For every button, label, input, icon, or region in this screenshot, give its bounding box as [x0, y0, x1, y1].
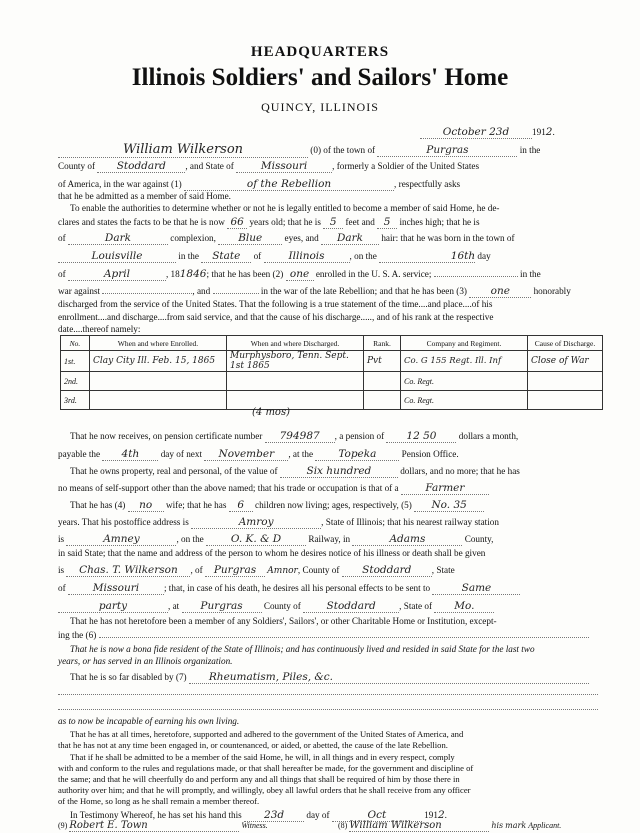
applicant-name: William Wilkerson [58, 142, 308, 158]
station-line: is Amney , on the O. K. & D Railway, in Adams County, [58, 533, 494, 545]
effects-address-line: party , at Purgras County of Stoddard , State of Mo. [58, 600, 494, 613]
date-handwritten: October 23d [420, 126, 532, 139]
line-complexion: of Dark complexion, Blue eyes, and Dark hair: that he was born in the town of [58, 232, 515, 244]
effects-line: of Missouri ; that, in case of his death, he desires all his personal effects to be sent to Same [58, 582, 520, 595]
margin-note: (4 mos) [252, 407, 290, 418]
line-age: clares and states the facts to be that he is now 66 years old; that he is 5 feet and 5 inches high; that he is [58, 216, 480, 228]
property-line: That he owns property, real and personal, of the value of Six hundred dollars, and no more; that he has [70, 465, 520, 477]
line-war: war against , and in the war of the late Rebellion; and that he has been (3) one honorably [58, 285, 571, 297]
testimony-line: In Testimony Whereof, he has set his hand this 23d day of Oct 1912. [70, 809, 447, 821]
admission-application-document: HEADQUARTERS Illinois Soldiers' and Sailors' Home QUINCY, ILLINOIS October 23d 1912. William Wilkerson (0) of the town of Purgras in the County of Stoddard , and State of Missouri , formerly a Soldier of the United States of America, in the war against (1) of the Rebellion , respectfully asks that he be admitted as a member of said Home. To enable the authorities to determine whether or not he is legally entitled to become a member of said Home, he de- clares and states the facts to be that he is now 66 years old; that he is 5 feet and 5 inches high; that he is of Dark complexion, Blue eyes, and Dark hair: that he was born in the town of Louisville in the State of Illinois , on the 16th day of April , 181846; that he has been (2) one enrolled in the U. S. A. service; in the war against , and in the war of the late Rebellion; and that he has been (3) one honorably discharged from the service of the United States. That the following is a true statement of the time....and place....of his enrollment....and discharge....from said service, and that the cause of his discharge....., and of his rank at the respective date....thereof namely: No. When and where Enrolled. When and where Discharged. Rank. Company and Regiment. Cause of Discharge. 1st. Clay City Ill. Feb. 15, 1865 Murphysboro, Tenn. Sept. 1st 1865 Pvt Co. G 155 Regt. Ill. Inf Close of War 2nd. Co. Regt. 3rd. Co. Regt. (4 mos) That he now receives, on pension certificate number 794987 , a pension of 12 50 dollars a month, payable the 4th day of next November , at the Topeka Pension Office. That he owns property, real and personal, of the value of Six hundred dollars, and no more; that he has no means of self-support other than the above named; that his trade or occupation is that of a Farmer That he has (4) no wife; that he has 6 children now living; ages, respectively, (5) No. 35 years. That his postoffice address is Amroy , State of Illinois; that his nearest railway station is Amney , on the O. K. & D Railway, in Adams County, in said State; that the name and address of the person to whom he desires notice of his illness or death shall be given is Chas. T. Wilkerson , of Purgras Amnor, County of Stoddard , State of Missouri ; that, in case of his death, he desires all his personal effects to be sent to Same party , at Purgras County of Stoddard , State of Mo. That he has not heretofore been a member of any Soldiers', Sailors', or other Charitable Home or Institution, except- ing the (6) That he is now a bona fide resident of the State of Illinois; and has continuously lived and resided in said State for the last two years, or has served in an Illinois organization. That he is so far disabled by (7) Rheumatism, Piles, &c. as to now be incapable of earning his own living. That he has at all times, heretofore, supported and adhered to the government of the United States of America, and that he has not at any time been engaged in, or countenanced, or aided, or abetted, the cause of the late Rebellion. That if he shall be admitted to be a member of the said Home, he will, in all things and in every respect, comply with and conform to the rules and regulations made, or that shall hereafter be made, for the government and discipline of the same; and that he will cheerfully do and perform any and all things that shall be required of him by those there in authority over him; and that he will promptly, and willingly, obey all lawful orders that he shall receive from any officer of the Home, so long as he shall remain a member thereof. In Testimony Whereof, he has set his hand this 23d day of Oct 1912. (9) Robert E. Town Witness. (8) William Wilkerson his mark Applicant. [0, 0, 640, 833]
header-line1: HEADQUARTERS [250, 44, 390, 60]
line-3: of America, in the war against (1) of the Rebellion , respectfully asks [58, 178, 461, 190]
occupation-line: no means of self-support other than the above named; that his trade or occupation is that of a Farmer [58, 482, 489, 495]
date-line: October 23d 1912. [420, 126, 555, 139]
line-1: William Wilkerson (0) of the town of Purgras in the [58, 142, 540, 158]
witness-signature: Robert E. Town [69, 820, 239, 832]
family-line: That he has (4) no wife; that he has 6 children now living; ages, respectively, (5) No. 35 [70, 499, 484, 512]
contact-line: is Chas. T. Wilkerson , of Purgras Amnor, County of Stoddard , State [58, 564, 455, 576]
witness-block: (9) Robert E. Town Witness. [58, 820, 268, 831]
disability-line: That he is so far disabled by (7) Rheumatism, Piles, &c. [70, 671, 589, 684]
line-birthplace: Louisville in the State of Illinois , on the 16th day [58, 250, 491, 263]
header-title: Illinois Soldiers' and Sailors' Home [131, 64, 509, 91]
table-header-row: No. When and where Enrolled. When and where Discharged. Rank. Company and Regiment. Cause of Discharge. [61, 336, 603, 351]
header-location: QUINCY, ILLINOIS [261, 100, 379, 114]
table-row: 1st. Clay City Ill. Feb. 15, 1865 Murphysboro, Tenn. Sept. 1st 1865 Pvt Co. G 155 Regt. Ill. Inf Close of War [61, 351, 603, 372]
pension-payable-line: payable the 4th day of next November , at the Topeka Pension Office. [58, 448, 459, 460]
table-row: 3rd. Co. Regt. [61, 391, 603, 410]
applicant-signature: William Wilkerson [349, 820, 489, 832]
applicant-block: (8) William Wilkerson his mark Applicant. [338, 820, 562, 831]
service-record-table [60, 335, 603, 410]
line-birthdate: of April , 181846; that he has been (2) one enrolled in the U. S. A. service; in the [58, 268, 541, 280]
table-row: 2nd. Co. Regt. [61, 372, 603, 391]
line-2: County of Stoddard , and State of Missouri , formerly a Soldier of the United States [58, 160, 480, 172]
postoffice-line: years. That his postoffice address is Amroy , State of Illinois; that his nearest railway station [58, 516, 499, 528]
excepting-line: ing the (6) [58, 630, 589, 640]
pension-line: That he now receives, on pension certificate number 794987 , a pension of 12 50 dollars a month, [70, 430, 519, 442]
